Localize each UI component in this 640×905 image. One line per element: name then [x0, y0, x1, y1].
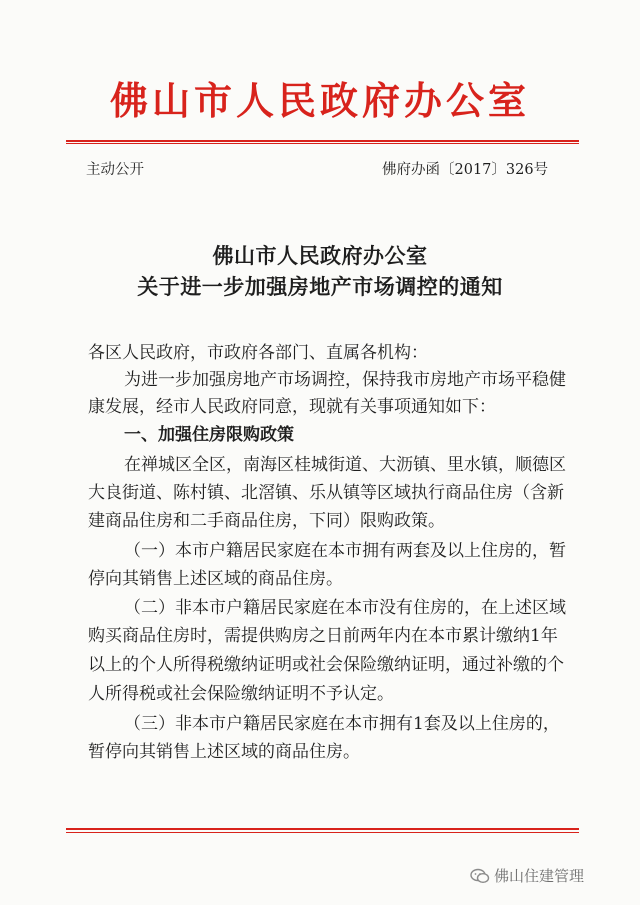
- body-line: 建商品住房和二手商品住房，下同）限购政策。: [88, 511, 445, 531]
- letterhead-rule: [66, 140, 579, 142]
- body-line: 购买商品住房时，需提供购房之日前两年内在本市累计缴纳1年: [88, 626, 558, 646]
- document-title-line-2: 关于进一步加强房地产市场调控的通知: [137, 274, 503, 299]
- watermark-text: 佛山住建管理: [494, 867, 585, 885]
- body-line: 大良街道、陈村镇、北滘镇、乐从镇等区域执行商品住房（含新: [88, 483, 564, 503]
- letterhead: 佛山市人民政府办公室: [109, 78, 530, 123]
- document-title-line-1: 佛山市人民政府办公室: [212, 243, 428, 268]
- body-line: （一）本市户籍居民家庭在本市拥有两套及以上住房的，暂: [124, 541, 566, 561]
- footer-rule: [66, 828, 579, 830]
- section-heading: 一、加强住房限购政策: [124, 425, 294, 445]
- body-line: 人所得税或社会保险缴纳证明不予认定。: [88, 684, 394, 704]
- wechat-icon: [470, 868, 490, 884]
- body-line: 停向其销售上述区域的商品住房。: [88, 569, 343, 589]
- letterhead-rule-thin: [66, 143, 579, 144]
- body-line: 康发展，经市人民政府同意，现就有关事项通知如下：: [88, 397, 496, 417]
- salutation: 各区人民政府，市政府各部门、直属各机构：: [88, 343, 428, 363]
- disclosure-label: 主动公开: [86, 162, 144, 178]
- footer-rule-thin: [66, 832, 579, 833]
- body-line: 以上的个人所得税缴纳证明或社会保险缴纳证明，通过补缴的个: [88, 655, 564, 675]
- body-line: 暂停向其销售上述区域的商品住房。: [88, 742, 360, 762]
- watermark: [470, 865, 584, 886]
- body-line: 在禅城区全区，南海区桂城街道、大沥镇、里水镇，顺德区: [124, 455, 566, 475]
- body-line: （二）非本市户籍居民家庭在本市没有住房的，在上述区域: [124, 598, 566, 618]
- body-line: 为进一步加强房地产市场调控，保持我市房地产市场平稳健: [124, 370, 566, 390]
- body-line: （三）非本市户籍居民家庭在本市拥有1套及以上住房的，: [124, 714, 560, 734]
- document-number: 佛府办函〔2017〕326号: [382, 162, 549, 178]
